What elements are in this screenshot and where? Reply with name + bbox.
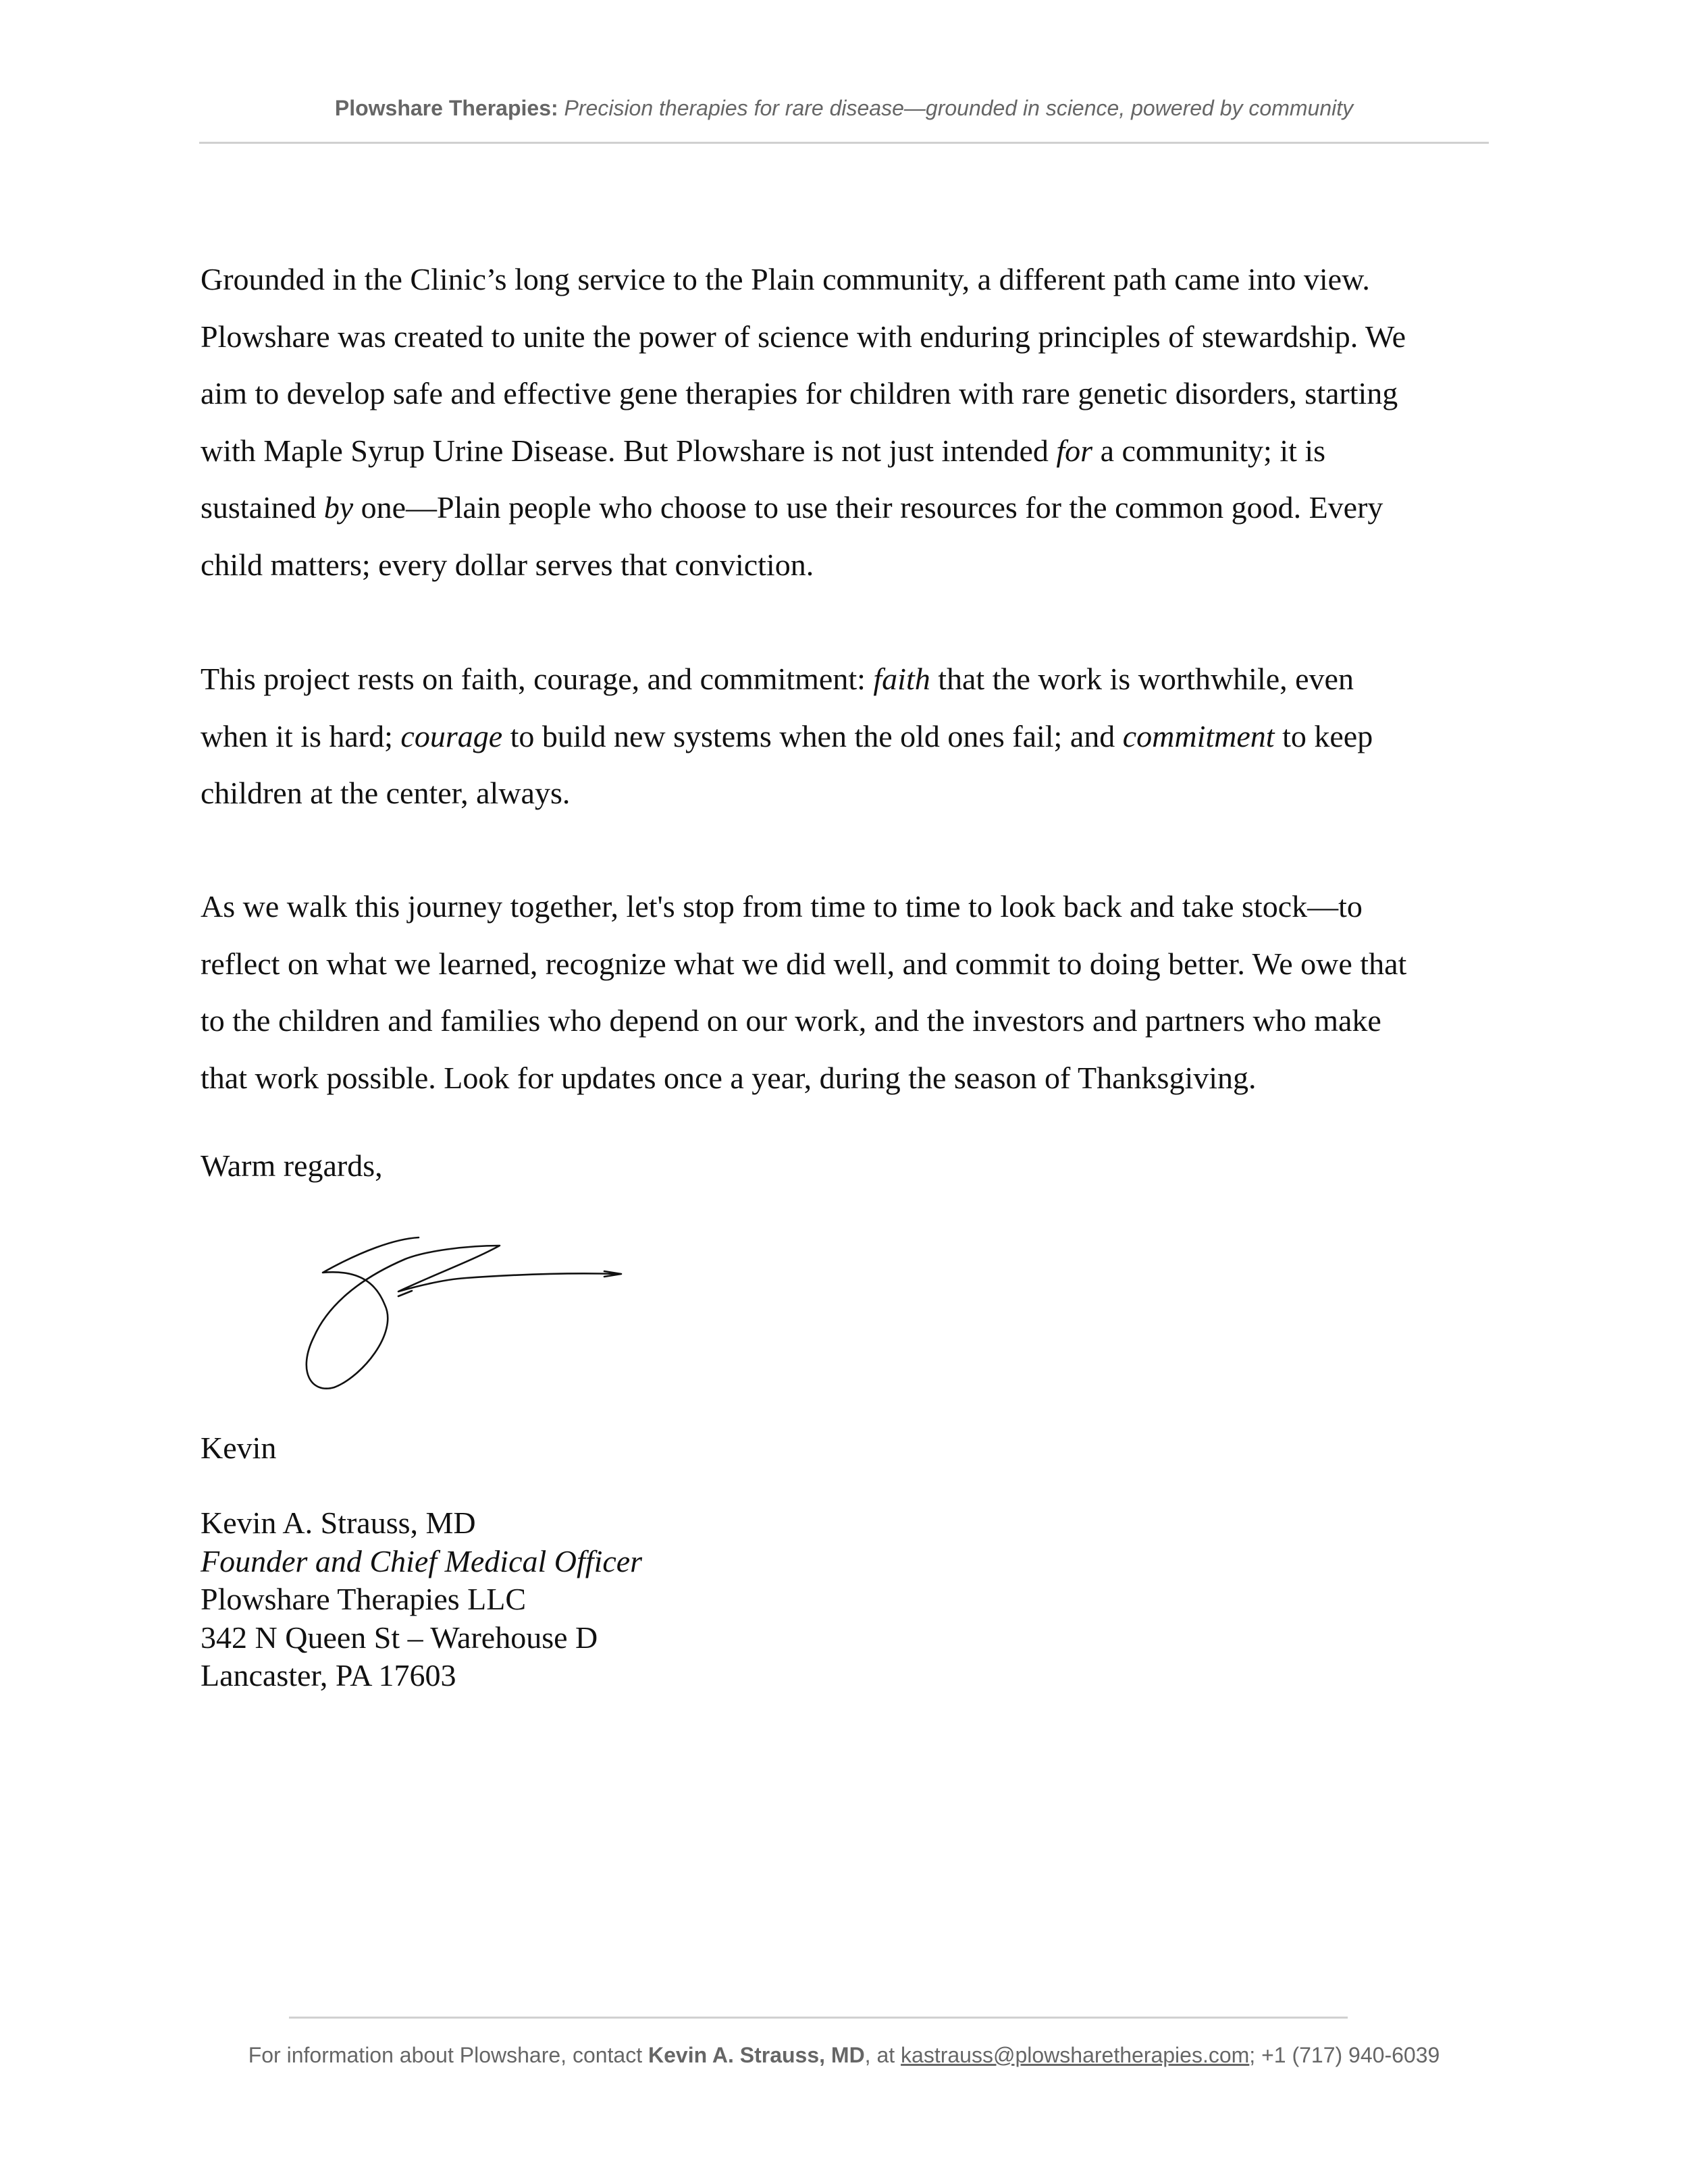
emphasis-text: commitment xyxy=(1122,718,1275,753)
letterhead-tagline: Precision therapies for rare disease—grounded in science, powered by community xyxy=(564,96,1354,120)
text-run: one—Plain people who choose to use their resources for the common good. Every xyxy=(353,490,1383,525)
paragraph-updates xyxy=(201,878,1497,1107)
text-run: with Maple Syrup Urine Disease. But Plowshare is not just intended xyxy=(201,433,1057,468)
paragraph-line xyxy=(201,479,1497,537)
paragraph-line xyxy=(201,651,1497,708)
paragraph-values xyxy=(201,651,1497,822)
signer-address-line1: 342 N Queen St – Warehouse D xyxy=(201,1620,598,1655)
text-run: to keep xyxy=(1274,718,1373,753)
signer-first-name: Kevin xyxy=(201,1431,277,1465)
letterhead xyxy=(199,96,1489,121)
paragraph-line xyxy=(201,423,1497,480)
text-run: to build new systems when the old ones fail; and xyxy=(502,718,1123,753)
footer-mid: , at xyxy=(864,2043,901,2067)
letterhead-org: Plowshare Therapies: xyxy=(334,96,558,120)
paragraph-line: As we walk this journey together, let's stop from time to time to look back and take stock—to xyxy=(201,889,1363,924)
footer-contact xyxy=(169,2043,1519,2068)
paragraph-mission xyxy=(201,251,1497,593)
signer-title: Founder and Chief Medical Officer xyxy=(201,1543,643,1578)
text-run: This project rests on faith, courage, and commitment: xyxy=(201,662,874,696)
signer-company: Plowshare Therapies LLC xyxy=(201,1582,527,1616)
paragraph-line xyxy=(201,708,1497,766)
emphasis-text: for xyxy=(1056,433,1093,468)
text-run: sustained xyxy=(201,490,324,525)
paragraph-line: Plowshare was created to unite the power of science with enduring principles of stewardship. We xyxy=(201,319,1406,354)
footer-divider xyxy=(289,2017,1348,2019)
emphasis-text: by xyxy=(323,490,354,525)
signature-block xyxy=(201,1504,642,1695)
signer-name: Kevin A. Strauss, MD xyxy=(201,1506,476,1540)
paragraph-line: that work possible. Look for updates once a year, during the season of Thanksgiving. xyxy=(201,1060,1257,1095)
signer-address-line2: Lancaster, PA 17603 xyxy=(201,1658,456,1693)
paragraph-line: child matters; every dollar serves that conviction. xyxy=(201,547,814,582)
footer-contact-name: Kevin A. Strauss, MD xyxy=(648,2043,865,2067)
footer-email-link[interactable]: kastrauss@plowsharetherapies.com xyxy=(901,2043,1250,2067)
text-run: when it is hard; xyxy=(201,718,401,753)
header-divider xyxy=(199,142,1489,144)
emphasis-text: courage xyxy=(400,718,503,753)
emphasis-text: faith xyxy=(873,662,930,696)
paragraph-line: reflect on what we learned, recognize what we did well, and commit to doing better. We owe that xyxy=(201,946,1407,981)
footer-phone: ; +1 (717) 940-6039 xyxy=(1249,2043,1440,2067)
text-run: a community; it is xyxy=(1092,433,1326,468)
footer-prefix: For information about Plowshare, contact xyxy=(248,2043,648,2067)
closing-salutation: Warm regards, xyxy=(201,1148,383,1183)
paragraph-line: to the children and families who depend on our work, and the investors and partners who make xyxy=(201,1003,1381,1038)
paragraph-line: children at the center, always. xyxy=(201,776,571,810)
text-run: that the work is worthwhile, even xyxy=(930,662,1354,696)
paragraph-line: Grounded in the Clinic’s long service to the Plain community, a different path came into view. xyxy=(201,262,1370,296)
handwritten-signature xyxy=(297,1225,662,1411)
paragraph-line: aim to develop safe and effective gene therapies for children with rare genetic disorders, starting xyxy=(201,376,1398,410)
